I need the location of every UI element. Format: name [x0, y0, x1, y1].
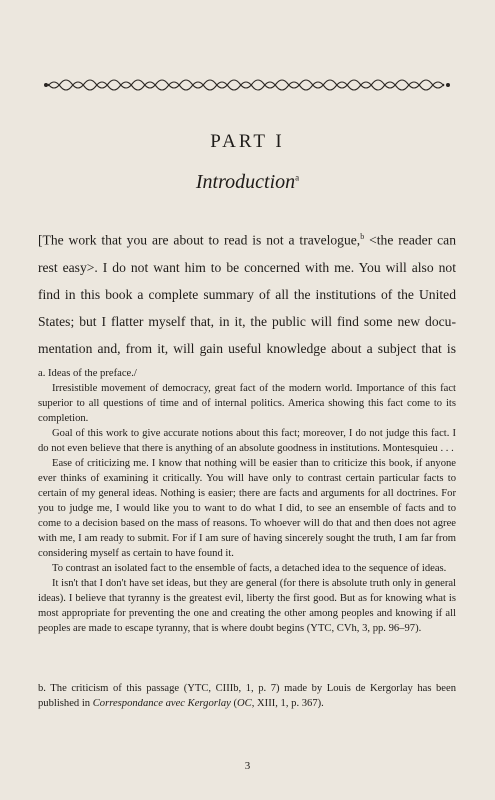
page-number: 3	[244, 760, 251, 772]
footnote-a-paragraph: It isn't that I don't have set ideas, but they are general (for there is absolute truth only in general ideas). I believe that tyranny is the greatest evil, liberty the first good. But as for knowing what is most appropriate for preventing the one and creating the other among peoples and knowing if all peoples are made to escape tyranny, that is where doubt begins (YTC, CVh, 3, pp. 96–97).	[38, 578, 456, 634]
decorative-ornament-rule	[42, 70, 452, 100]
footnote-b	[38, 681, 456, 711]
footnote-b-abbrev: OC	[237, 698, 252, 709]
section-title	[0, 171, 495, 194]
text-line-1-rest: <the reader can	[364, 232, 456, 248]
part-heading: PART I	[210, 131, 285, 152]
main-text	[38, 223, 456, 362]
text-line-5: mentation and, from it, will gain useful knowledge about a subject that is	[38, 340, 456, 356]
footnote-b-part: b. The criticism of this passage (YTC, CIIIb, 1, p. 7) made by Louis de Kergorlay has been published in	[38, 683, 456, 709]
footnote-a	[38, 366, 456, 636]
text-line-4: States; but I flatter myself that, in it, the public will find some new docu-	[38, 313, 456, 329]
footnote-b-part: , XIII, 1, p. 367).	[251, 698, 324, 709]
text-line-2: rest easy>. I do not want him to be concerned with me. You will also not	[38, 259, 456, 275]
footnote-b-title: Correspondance avec Kergorlay	[92, 698, 231, 709]
footnote-a-paragraph: To contrast an isolated fact to the ensemble of facts, a detached idea to the sequence of ideas.	[52, 563, 447, 574]
text-line-3: find in this book a complete summary of all the institutions of the United	[38, 286, 456, 302]
note-marker-b: b	[360, 232, 365, 241]
footnote-a-paragraph: Ease of criticizing me. I know that nothing will be easier than to criticize this book, if anyone ever thinks of examining it critically. You will have only to contrast certain particular facts to certain of my general ideas. Nothing is easier; there are facts and arguments for all doctrines. For you to judge me, I would like you to want to do what I did, to see an ensemble of facts and to come to a decision based on the mass of reasons. To whoever will do that and then does not agree with me, I am ready to submit. For if I am sure of having sincerely sought the truth, I am far from considering myself as certain to have found it.	[38, 458, 456, 559]
text-line	[38, 223, 456, 254]
text-line-1: [The work that you are about to read is not a travelogue,	[38, 232, 361, 248]
footnote-a-label: a. Ideas of the preface./	[38, 368, 137, 379]
footnote-a-paragraph: Goal of this work to give accurate notions about this fact; moreover, I do not judge this fact. I do not even believe that there is anything of an absolute goodness in institutions. Montesquieu . . .	[38, 428, 456, 454]
section-title-text: Introduction	[195, 171, 296, 193]
footnote-a-paragraph: Irresistible movement of democracy, great fact of the modern world. Importance of this fact superior to all questions of time and of internal politics. America showing this fact come to its completion.	[38, 383, 456, 424]
footnote-b-text	[38, 681, 456, 711]
footnote-b-part: (	[230, 698, 238, 709]
section-title-note-marker: a	[295, 172, 300, 183]
